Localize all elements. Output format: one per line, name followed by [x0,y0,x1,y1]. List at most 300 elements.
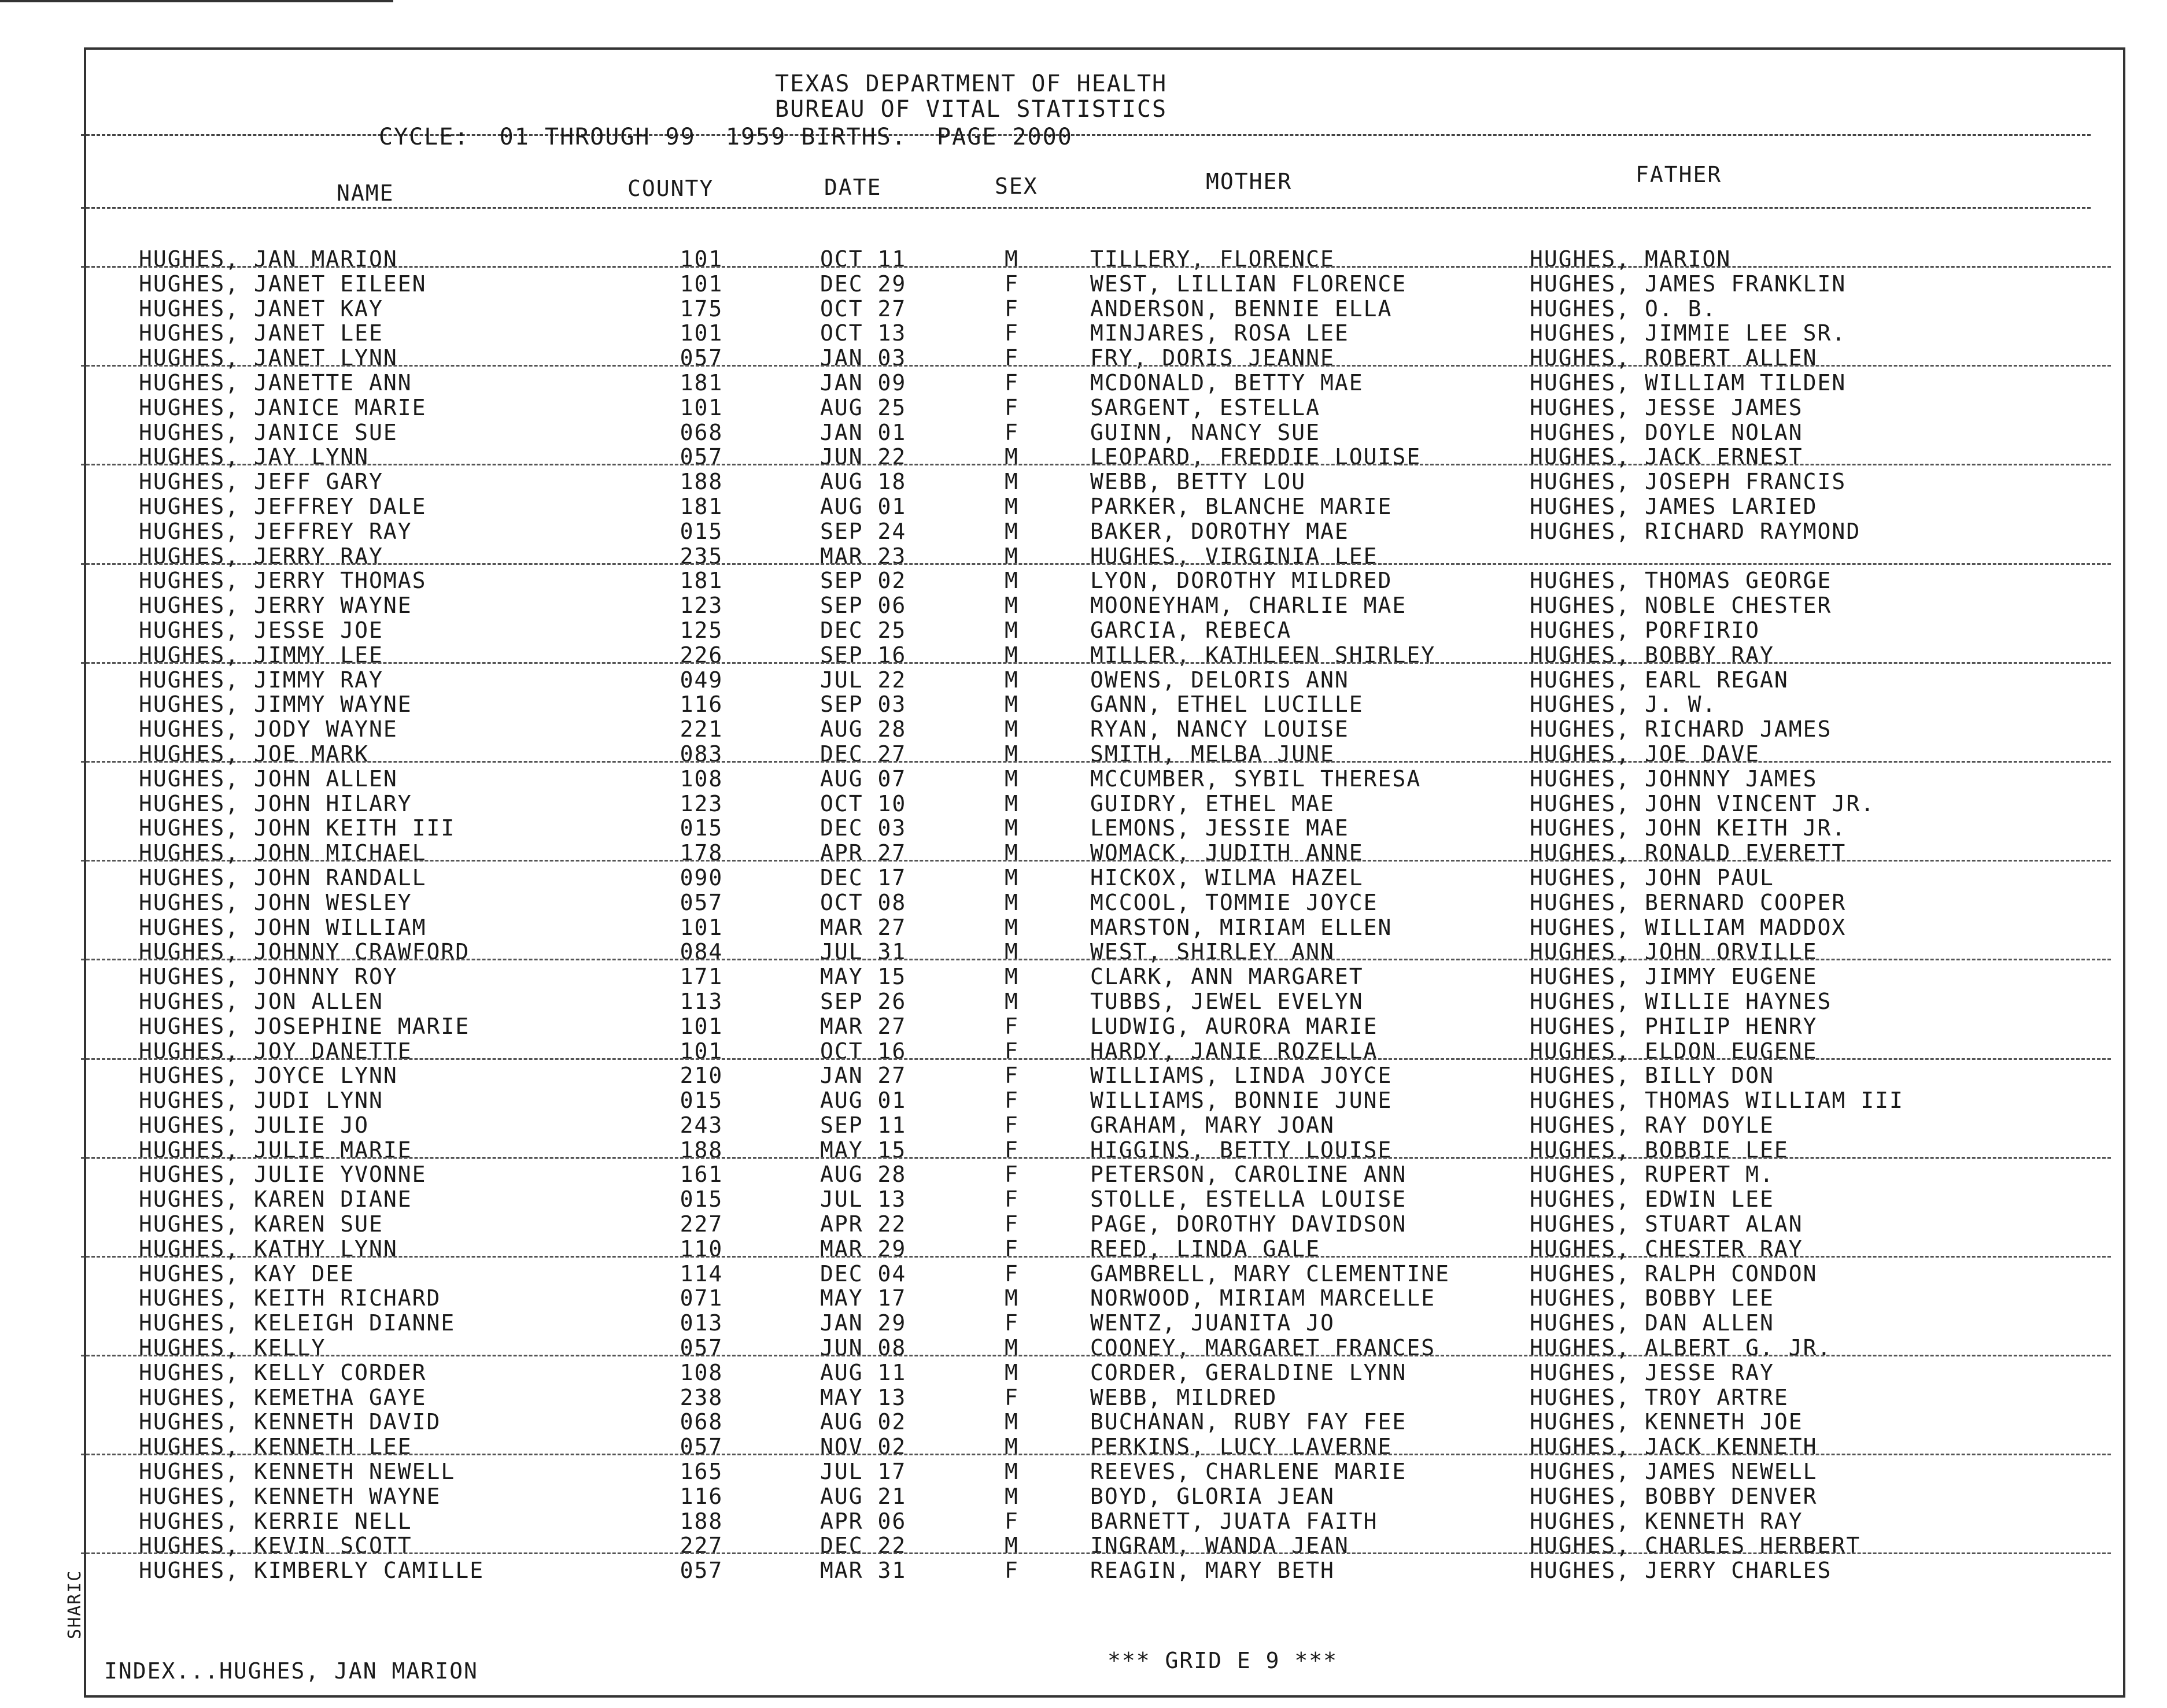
record-date: JUN 22 [820,444,907,470]
record-father: HUGHES, RUPERT M. [1530,1162,1774,1188]
record-mother: BUCHANAN, RUBY FAY FEE [1090,1409,1407,1435]
record-sex: F [1005,1137,1019,1163]
record-sex: M [1005,988,1019,1014]
record-mother: MILLER, KATHLEEN SHIRLEY [1090,642,1436,668]
record-sex: M [1005,642,1019,668]
record-row [139,1184,2094,1212]
record-father: HUGHES, J. W. [1530,692,1717,718]
record-name: HUGHES, KENNETH NEWELL [139,1459,456,1485]
record-county: 125 [680,617,723,643]
record-date: APR 22 [820,1211,907,1237]
record-row [139,1481,2094,1509]
record-father: HUGHES, TROY ARTRE [1530,1384,1789,1410]
record-county: 243 [680,1112,723,1138]
record-mother: GUIDRY, ETHEL MAE [1090,790,1335,816]
record-county: 165 [680,1459,723,1485]
record-name: HUGHES, JAY LYNN [139,444,370,470]
record-sex: F [1005,1013,1019,1039]
record-name: HUGHES, JESSE JOE [139,617,383,643]
record-mother: LEOPARD, FREDDIE LOUISE [1090,444,1422,470]
record-mother: WOMACK, JUDITH ANNE [1090,840,1364,866]
record-father: HUGHES, EDWIN LEE [1530,1186,1774,1212]
record-father: HUGHES, STUART ALAN [1530,1211,1803,1237]
record-date: OCT 11 [820,246,907,272]
record-date: JAN 29 [820,1310,907,1336]
record-name: HUGHES, JULIE JO [139,1112,370,1138]
record-sex: M [1005,1434,1019,1460]
record-row [139,640,2094,668]
column-header-father: FATHER [1636,162,1722,187]
record-date: AUG 28 [820,1162,907,1188]
record-sex: M [1005,469,1019,495]
record-date: OCT 08 [820,889,907,915]
record-name: HUGHES, JOHN MICHAEL [139,840,427,866]
record-name: HUGHES, JANETTE ANN [139,369,412,395]
record-name: HUGHES, JOY DANETTE [139,1038,412,1064]
record-name: HUGHES, JANET LEE [139,320,383,346]
record-name: HUGHES, JODY WAYNE [139,716,398,742]
record-row [139,739,2094,767]
record-sex: F [1005,1186,1019,1212]
record-father: HUGHES, NOBLE CHESTER [1530,593,1832,619]
record-name: HUGHES, KEMETHA GAYE [139,1384,427,1410]
record-name: HUGHES, JOE MARK [139,741,370,767]
record-sex: M [1005,493,1019,519]
record-county: 114 [680,1260,723,1286]
record-date: APR 27 [820,840,907,866]
record-sex: M [1005,568,1019,594]
record-row [139,689,2094,718]
record-mother: STOLLE, ESTELLA LOUISE [1090,1186,1407,1212]
record-mother: MINJARES, ROSA LEE [1090,320,1349,346]
record-name: HUGHES, JOHNNY ROY [139,964,398,990]
record-father: HUGHES, RICHARD JAMES [1530,716,1832,742]
record-name: HUGHES, KATHY LYNN [139,1236,398,1262]
record-row [139,1259,2094,1284]
record-mother: PETERSON, CAROLINE ANN [1090,1162,1407,1188]
record-date: DEC 27 [820,741,907,767]
record-father: HUGHES, ALBERT G. JR. [1530,1335,1832,1361]
record-name: HUGHES, JERRY THOMAS [139,568,427,594]
record-father: HUGHES, DAN ALLEN [1530,1310,1774,1336]
record-father: HUGHES, KENNETH RAY [1530,1508,1803,1534]
record-date: JUL 17 [820,1459,907,1485]
record-county: 101 [680,1013,723,1039]
record-name: HUGHES, JANET EILEEN [139,271,427,297]
record-sex: M [1005,864,1019,890]
record-row [139,937,2094,965]
record-date: AUG 01 [820,493,907,519]
record-county: 110 [680,1236,723,1262]
record-sex: M [1005,593,1019,619]
record-date: SEP 26 [820,988,907,1014]
record-date: JUN 08 [820,1335,907,1361]
record-sex: F [1005,1508,1019,1534]
record-date: AUG 18 [820,469,907,495]
record-mother: REED, LINDA GALE [1090,1236,1321,1262]
record-sex: M [1005,790,1019,816]
record-mother: WENTZ, JUANITA JO [1090,1310,1335,1336]
record-name: HUGHES, KENNETH WAYNE [139,1483,441,1509]
record-date: DEC 04 [820,1260,907,1286]
record-county: 227 [680,1533,723,1559]
record-sex: M [1005,1483,1019,1509]
record-mother: INGRAM, WANDA JEAN [1090,1533,1349,1559]
column-header-rule [81,207,2091,209]
record-sex: M [1005,840,1019,866]
record-name: HUGHES, JOHNNY CRAWFORD [139,939,470,965]
record-mother: WEBB, MILDRED [1090,1384,1278,1410]
record-county: 057 [680,1558,723,1584]
record-name: HUGHES, JOHN WESLEY [139,889,412,915]
record-name: HUGHES, JERRY WAYNE [139,593,412,619]
record-mother: FRY, DORIS JEANNE [1090,345,1335,371]
record-name: HUGHES, JANICE SUE [139,419,398,445]
record-mother: REAGIN, MARY BETH [1090,1558,1335,1584]
record-father: HUGHES, CHESTER RAY [1530,1236,1803,1262]
record-date: MAR 27 [820,1013,907,1039]
record-row [139,343,2094,371]
record-father: HUGHES, BOBBIE LEE [1530,1137,1789,1163]
record-father: HUGHES, JESSE RAY [1530,1359,1774,1385]
record-mother: GAMBRELL, MARY CLEMENTINE [1090,1260,1450,1286]
record-name: HUGHES, KELLY [139,1335,326,1361]
record-father: HUGHES, RALPH CONDON [1530,1260,1818,1286]
record-mother: LEMONS, JESSIE MAE [1090,815,1349,841]
record-date: JUL 22 [820,667,907,693]
record-father: HUGHES, JIMMIE LEE SR. [1530,320,1847,346]
record-county: 090 [680,864,723,890]
record-row [139,1555,2094,1584]
record-date: NOV 02 [820,1434,907,1460]
record-row [139,541,2094,569]
record-sex: M [1005,716,1019,742]
record-row [139,244,2094,272]
record-date: JAN 01 [820,419,907,445]
record-sex: M [1005,964,1019,990]
record-row [139,714,2094,742]
record-name: HUGHES, JULIE YVONNE [139,1162,427,1188]
record-mother: LUDWIG, AURORA MARIE [1090,1013,1378,1039]
index-footer: INDEX...HUGHES, JAN MARION [104,1658,478,1684]
record-date: AUG 02 [820,1409,907,1435]
record-father: HUGHES, JOHN VINCENT JR. [1530,790,1876,816]
record-date: JUL 13 [820,1186,907,1212]
record-sex: F [1005,419,1019,445]
record-county: 161 [680,1162,723,1188]
record-father: HUGHES, RICHARD RAYMOND [1530,518,1861,544]
record-row [139,764,2094,792]
record-father: HUGHES, JOHNNY JAMES [1530,766,1818,792]
record-county: 123 [680,790,723,816]
record-mother: GANN, ETHEL LUCILLE [1090,692,1364,718]
record-row [139,1382,2094,1410]
record-father: HUGHES, ROBERT ALLEN [1530,345,1818,371]
record-county: 188 [680,1137,723,1163]
record-date: OCT 27 [820,295,907,321]
record-row [139,1060,2094,1089]
record-row [139,1407,2094,1435]
record-county: 188 [680,469,723,495]
record-name: HUGHES, JIMMY LEE [139,642,383,668]
record-father: HUGHES, CHARLES HERBERT [1530,1533,1861,1559]
record-sex: M [1005,444,1019,470]
record-row [139,467,2094,495]
record-date: OCT 10 [820,790,907,816]
record-mother: RYAN, NANCY LOUISE [1090,716,1349,742]
record-row [139,986,2094,1014]
record-name: HUGHES, JOHN WILLIAM [139,914,427,940]
record-county: 015 [680,815,723,841]
record-mother: WILLIAMS, BONNIE JUNE [1090,1088,1393,1114]
record-mother: MCCUMBER, SYBIL THERESA [1090,766,1422,792]
record-sex: M [1005,667,1019,693]
record-father: HUGHES, RONALD EVERETT [1530,840,1847,866]
record-sex: M [1005,766,1019,792]
record-date: JAN 03 [820,345,907,371]
record-sex: F [1005,1236,1019,1262]
record-name: HUGHES, JEFFREY RAY [139,518,412,544]
record-row [139,491,2094,519]
record-name: HUGHES, JUDI LYNN [139,1088,383,1114]
record-row [139,1358,2094,1385]
record-father: HUGHES, JOHN PAUL [1530,864,1774,890]
record-row [139,1530,2094,1559]
column-header-county: COUNTY [627,176,714,201]
record-sex: F [1005,1558,1019,1584]
record-county: 015 [680,518,723,544]
column-header-sex: SEX [995,173,1038,199]
record-father: HUGHES, JESSE JAMES [1530,394,1803,420]
record-name: HUGHES, KELEIGH DIANNE [139,1310,456,1336]
record-name: HUGHES, JON ALLEN [139,988,383,1014]
record-county: 101 [680,271,723,297]
record-name: HUGHES, JIMMY WAYNE [139,692,412,718]
record-mother: HIGGINS, BETTY LOUISE [1090,1137,1393,1163]
record-county: 227 [680,1211,723,1237]
record-row [139,1506,2094,1534]
record-father: HUGHES, PHILIP HENRY [1530,1013,1818,1039]
record-county: 108 [680,766,723,792]
record-mother: NORWOOD, MIRIAM MARCELLE [1090,1285,1436,1311]
record-mother: COONEY, MARGARET FRANCES [1090,1335,1436,1361]
record-father: HUGHES, ELDON EUGENE [1530,1038,1818,1064]
record-name: HUGHES, JEFF GARY [139,469,383,495]
record-date: AUG 11 [820,1359,907,1385]
record-row [139,368,2094,393]
record-county: 068 [680,419,723,445]
record-mother: GUINN, NANCY SUE [1090,419,1321,445]
record-sex: M [1005,1359,1019,1385]
record-row [139,1333,2094,1361]
record-row [139,665,2094,693]
record-county: 049 [680,667,723,693]
record-county: 101 [680,1038,723,1064]
record-name: HUGHES, JULIE MARIE [139,1137,412,1163]
record-sex: F [1005,1112,1019,1138]
record-mother: MCDONALD, BETTY MAE [1090,369,1364,395]
record-date: JAN 27 [820,1063,907,1089]
record-mother: MCCOOL, TOMMIE JOYCE [1090,889,1378,915]
record-father: HUGHES, EARL REGAN [1530,667,1789,693]
record-date: MAY 15 [820,1137,907,1163]
record-sex: M [1005,1409,1019,1435]
record-sex: M [1005,939,1019,965]
record-county: 116 [680,692,723,718]
record-sex: M [1005,914,1019,940]
record-mother: SARGENT, ESTELLA [1090,394,1321,420]
column-header-mother: MOTHER [1206,169,1293,194]
record-mother: MARSTON, MIRIAM ELLEN [1090,914,1393,940]
record-county: 181 [680,369,723,395]
record-father: HUGHES, JACK KENNETH [1530,1434,1818,1460]
record-row [139,888,2094,915]
record-row [139,863,2094,888]
record-father: HUGHES, MARION [1530,246,1732,272]
record-name: HUGHES, KAREN DIANE [139,1186,412,1212]
record-county: 101 [680,320,723,346]
record-father: HUGHES, THOMAS WILLIAM III [1530,1088,1904,1114]
record-mother: LYON, DOROTHY MILDRED [1090,568,1393,594]
record-father: HUGHES, BOBBY LEE [1530,1285,1774,1311]
record-county: 084 [680,939,723,965]
column-header-name: NAME [337,180,394,206]
record-sex: M [1005,617,1019,643]
record-sex: F [1005,1162,1019,1188]
records-list [139,244,2094,1584]
record-row [139,269,2094,297]
record-sex: F [1005,1384,1019,1410]
column-header-date: DATE [824,175,882,200]
cycle-line: CYCLE: 01 THROUGH 99 1959 BIRTHS. PAGE 2000 [379,124,1073,150]
record-sex: M [1005,1533,1019,1559]
record-father: HUGHES, BILLY DON [1530,1063,1774,1089]
record-row [139,1036,2094,1064]
record-sex: M [1005,692,1019,718]
record-sex: F [1005,1211,1019,1237]
record-father: HUGHES, PORFIRIO [1530,617,1760,643]
record-date: MAY 13 [820,1384,907,1410]
record-sex: M [1005,543,1019,569]
record-father: HUGHES, JAMES LARIED [1530,493,1818,519]
record-row [139,912,2094,940]
record-county: 057 [680,444,723,470]
record-father: HUGHES, THOMAS GEORGE [1530,568,1832,594]
record-row [139,1234,2094,1262]
record-row [139,813,2094,841]
record-name: HUGHES, JANICE MARIE [139,394,427,420]
record-name: HUGHES, JOYCE LYNN [139,1063,398,1089]
record-name: HUGHES, JERRY RAY [139,543,383,569]
record-father: HUGHES, JACK ERNEST [1530,444,1803,470]
record-date: JUL 31 [820,939,907,965]
record-name: HUGHES, JOHN KEITH III [139,815,456,841]
record-county: 108 [680,1359,723,1385]
department-title: TEXAS DEPARTMENT OF HEALTH [775,71,1168,97]
record-mother: REEVES, CHARLENE MARIE [1090,1459,1407,1485]
record-sex: M [1005,246,1019,272]
record-row [139,516,2094,544]
record-county: 057 [680,889,723,915]
record-date: MAR 27 [820,914,907,940]
record-mother: WILLIAMS, LINDA JOYCE [1090,1063,1393,1089]
record-sex: F [1005,1310,1019,1336]
record-row [139,1209,2094,1237]
record-mother: WEST, LILLIAN FLORENCE [1090,271,1407,297]
record-row [139,1011,2094,1039]
record-county: 013 [680,1310,723,1336]
record-date: DEC 03 [820,815,907,841]
record-county: 015 [680,1186,723,1212]
record-name: HUGHES, KENNETH LEE [139,1434,412,1460]
record-county: 226 [680,642,723,668]
record-mother: WEST, SHIRLEY ANN [1090,939,1335,965]
record-row [139,1110,2094,1138]
record-sex: F [1005,320,1019,346]
record-date: DEC 17 [820,864,907,890]
record-mother: ANDERSON, BENNIE ELLA [1090,295,1393,321]
record-county: 071 [680,1285,723,1311]
record-father: HUGHES, JAMES NEWELL [1530,1459,1818,1485]
record-date: DEC 22 [820,1533,907,1559]
record-row [139,318,2094,346]
record-row [139,1135,2094,1163]
record-row [139,442,2094,470]
record-sex: F [1005,1038,1019,1064]
record-father: HUGHES, JOHN KEITH JR. [1530,815,1847,841]
record-mother: OWENS, DELORIS ANN [1090,667,1349,693]
record-sex: M [1005,741,1019,767]
record-mother: PARKER, BLANCHE MARIE [1090,493,1393,519]
record-county: 083 [680,741,723,767]
record-father: HUGHES, WILLIAM MADDOX [1530,914,1847,940]
record-sex: F [1005,1063,1019,1089]
record-sex: M [1005,1285,1019,1311]
record-name: HUGHES, KAY DEE [139,1260,355,1286]
record-sex: F [1005,271,1019,297]
record-date: DEC 29 [820,271,907,297]
record-row [139,1308,2094,1336]
record-father: HUGHES, WILLIE HAYNES [1530,988,1832,1014]
record-county: 015 [680,1088,723,1114]
record-date: MAR 29 [820,1236,907,1262]
record-row [139,615,2094,643]
record-date: AUG 01 [820,1088,907,1114]
record-county: 178 [680,840,723,866]
record-mother: GARCIA, REBECA [1090,617,1292,643]
record-row [139,1085,2094,1114]
record-row [139,1159,2094,1188]
record-name: HUGHES, JEFFREY DALE [139,493,427,519]
record-mother: PERKINS, LUCY LAVERNE [1090,1434,1393,1460]
record-date: MAR 23 [820,543,907,569]
record-date: AUG 25 [820,394,907,420]
record-county: 235 [680,543,723,569]
record-date: AUG 21 [820,1483,907,1509]
record-county: 210 [680,1063,723,1089]
record-name: HUGHES, JOHN HILARY [139,790,412,816]
record-row [139,789,2094,814]
record-county: 101 [680,394,723,420]
record-date: SEP 02 [820,568,907,594]
record-county: 068 [680,1409,723,1435]
record-row [139,1432,2094,1460]
record-county: 221 [680,716,723,742]
record-father: HUGHES, DOYLE NOLAN [1530,419,1803,445]
record-mother: HUGHES, VIRGINIA LEE [1090,543,1378,569]
record-mother: CORDER, GERALDINE LYNN [1090,1359,1407,1385]
record-name: HUGHES, JAN MARION [139,246,398,272]
